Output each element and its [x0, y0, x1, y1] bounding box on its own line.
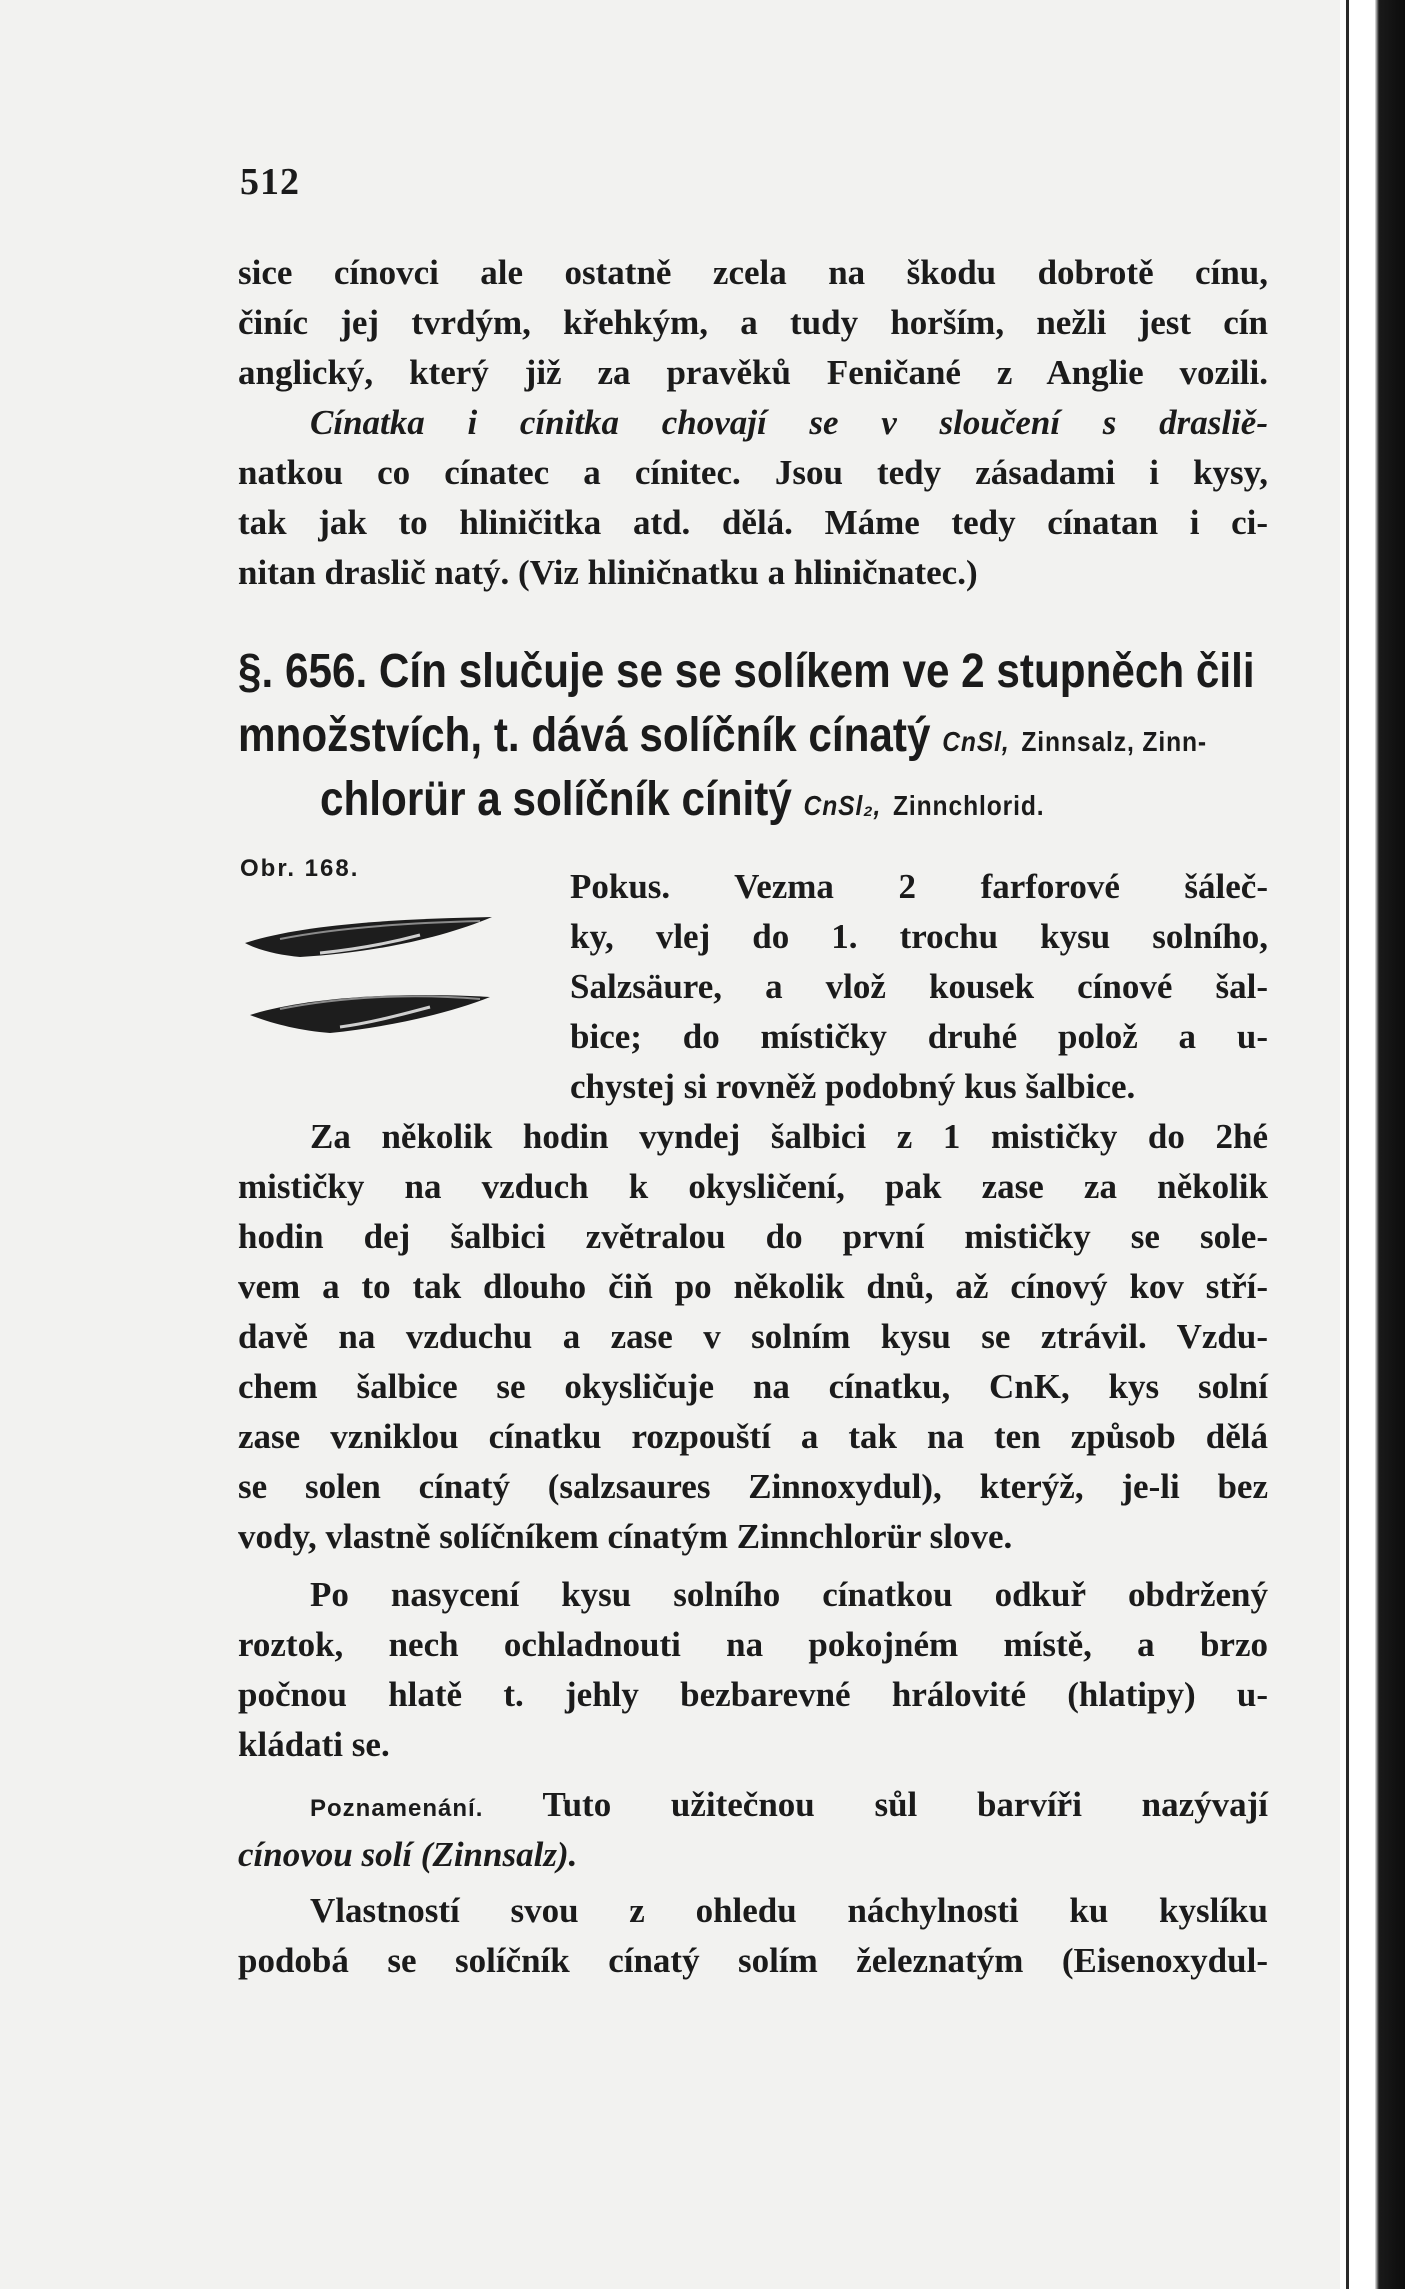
section-heading-line1: §. 656. Cín slučuje se se solíkem ve 2 stupněch čili — [238, 645, 1255, 698]
text-line: roztok, nech ochladnouti na pokojném místě, a brzo — [238, 1625, 1268, 1664]
note-text: Tuto užitečnou sůl barvíři nazývají — [542, 1785, 1268, 1824]
experiment-line: chystej si rovněž podobný kus šalbice. — [570, 1067, 1136, 1106]
dish-illustration — [240, 895, 500, 1055]
note-line — [310, 1780, 1268, 1834]
text-line: Vlastností svou z ohledu náchylnosti ku kyslíku — [310, 1891, 1268, 1930]
text-line: davě na vzduchu a zase v solním kysu se ztrávil. Vzdu- — [238, 1317, 1268, 1356]
german-term: Zinnsalz, Zinn- — [1021, 726, 1208, 757]
section-heading-line2 — [238, 704, 1208, 774]
text-line: počnou hlatě t. jehly bezbarevné hrálovité (hlatipy) u- — [238, 1675, 1268, 1714]
scan-page-edge — [1375, 0, 1405, 2289]
section-heading-line3 — [320, 768, 1226, 838]
text-line: mističky na vzduch k okysličení, pak zase za několik — [238, 1167, 1268, 1206]
text-line: zase vzniklou cínatku rozpouští a tak na ten způsob dělá — [238, 1417, 1268, 1456]
figure-label: Obr. 168. — [240, 855, 360, 882]
text-line: sice cínovci ale ostatně zcela na škodu dobrotě cínu, — [238, 253, 1268, 292]
text-line: nitan draslič natý. (Viz hliničnatku a hliničnatec.) — [238, 553, 978, 592]
text-line: se solen cínatý (salzsaures Zinnoxydul), kterýž, je-li bez — [238, 1467, 1268, 1506]
experiment-line: Pokus. Vezma 2 farforové šáleč- — [570, 867, 1268, 906]
german-term: Zinnchlorid. — [892, 790, 1045, 821]
text-line: vody, vlastně solíčníkem cínatým Zinnchlorür slove. — [238, 1517, 1013, 1556]
experiment-line: Salzsäure, a vlož kousek cínové šal- — [570, 967, 1268, 1006]
text-line: kládati se. — [238, 1725, 390, 1764]
chemical-formula: CnSl, — [942, 726, 1010, 757]
note-line: cínovou solí (Zinnsalz). — [238, 1835, 578, 1874]
text-line: činíc jej tvrdým, křehkým, a tudy horším, nežli jest cín — [238, 303, 1268, 342]
heading-text: množstvích, t. dává solíčník cínatý — [238, 709, 931, 762]
dish-upper — [245, 917, 492, 957]
text-line: tak jak to hliničitka atd. dělá. Máme tedy cínatan i ci- — [238, 503, 1268, 542]
chemical-formula: CnSl₂, — [803, 790, 882, 821]
text-line: podobá se solíčník cínatý solím železnatým (Eisenoxydul- — [238, 1941, 1268, 1980]
text-line: Za několik hodin vyndej šalbici z 1 mističky do 2hé — [310, 1117, 1268, 1156]
text-line: vem a to tak dlouho čiň po několik dnů, až cínový kov stří- — [238, 1267, 1268, 1306]
text-line: hodin dej šalbici zvětralou do první mističky se sole- — [238, 1217, 1268, 1256]
experiment-line: ky, vlej do 1. trochu kysu solního, — [570, 917, 1268, 956]
dish-lower — [250, 995, 490, 1033]
text-line: anglický, který již za pravěků Feničané z Anglie vozili. — [238, 353, 1268, 392]
text-line: chem šalbice se okysličuje na cínatku, CnK, kys solní — [238, 1367, 1268, 1406]
scan-margin-line — [1346, 0, 1349, 2289]
text-line: natkou co cínatec a cínitec. Jsou tedy zásadami i kysy, — [238, 453, 1268, 492]
note-label: Poznamenání. — [310, 1795, 484, 1822]
heading-text: chlorür a solíčník cínitý — [320, 773, 792, 826]
text-line: Po nasycení kysu solního cínatkou odkuř obdržený — [310, 1575, 1268, 1614]
text-line: Cínatka i cínitka chovají se v sloučení s drasliě- — [310, 403, 1268, 442]
page-number: 512 — [240, 161, 300, 203]
experiment-line: bice; do místičky druhé polož a u- — [570, 1017, 1268, 1056]
